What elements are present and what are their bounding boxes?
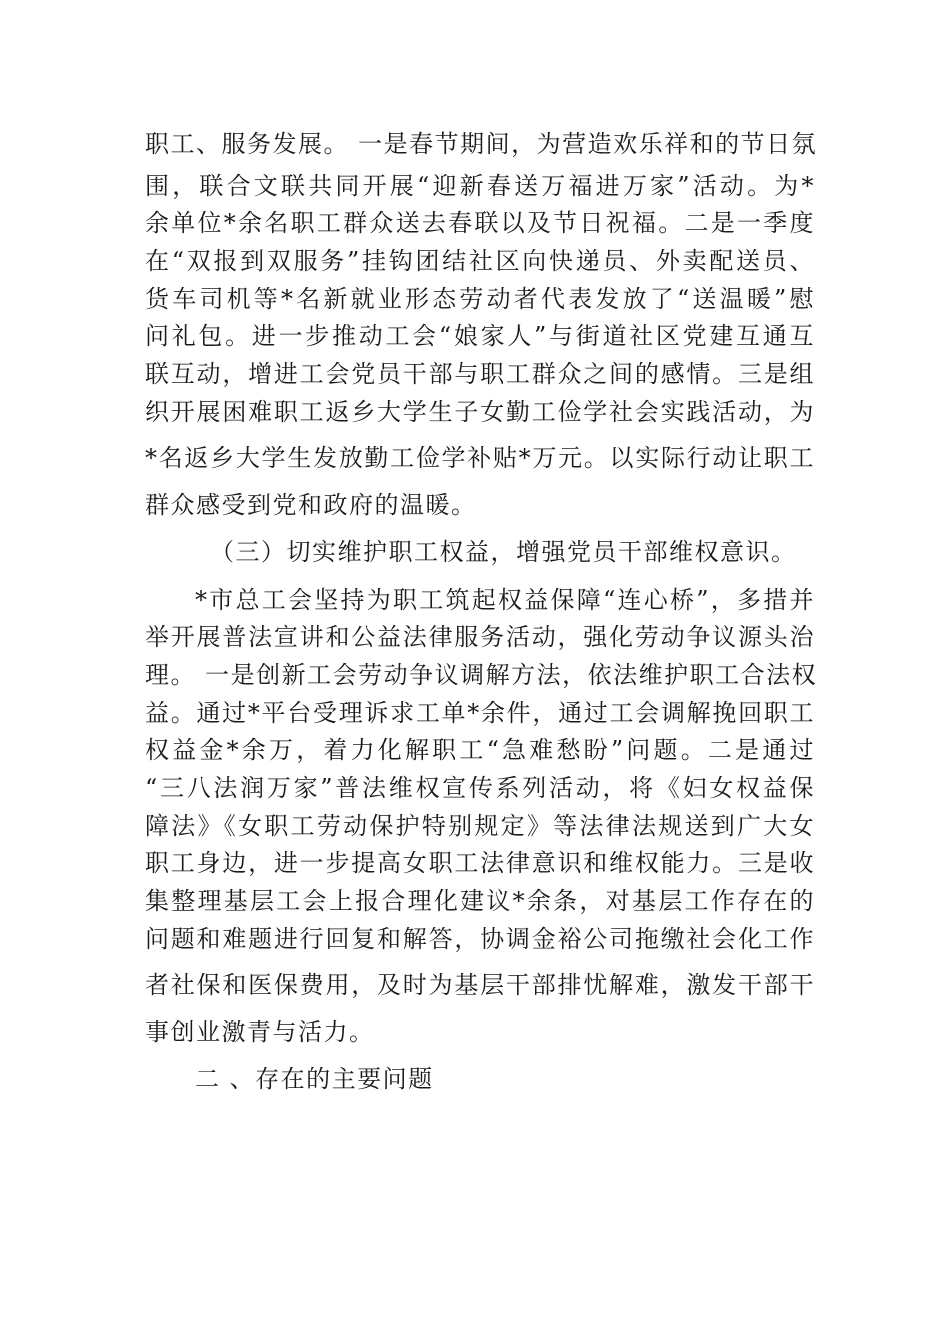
- paragraph-first-line: *市总工会坚持为职工筑起权益保障“连心桥”，多措并: [195, 586, 815, 614]
- text-line: 余单位*余名职工群众送去春联以及节日祝福。二是一季度: [145, 209, 815, 237]
- section-heading: （三）切实维护职工权益，增强党员干部维权意识。: [210, 538, 797, 566]
- text-line: 织开展困难职工返乡大学生子女勤工俭学社会实践活动，为: [145, 398, 815, 426]
- text-line: 联互动，增进工会党员干部与职工群众之间的感情。三是组: [145, 360, 815, 388]
- section-heading: 二 、存在的主要问题: [195, 1065, 434, 1093]
- text-line: 货车司机等*名新就业形态劳动者代表发放了“送温暖”慰: [145, 285, 815, 313]
- text-line: 在“双报到双服务”挂钩团结社区向快递员、外卖配送员、: [145, 247, 815, 275]
- text-line: 权益金*余万，着力化解职工“急难愁盼”问题。二是通过: [145, 736, 815, 764]
- text-line: 问题和难题进行回复和解答，协调金裕公司拖缴社会化工作: [145, 925, 815, 953]
- text-line: 举开展普法宣讲和公益法律服务活动，强化劳动争议源头治: [145, 623, 815, 651]
- text-line: 者社保和医保费用，及时为基层干部排忧解难，激发干部干: [145, 971, 815, 999]
- text-line: 职工、服务发展。 一是春节期间，为营造欢乐祥和的节日氛: [145, 130, 818, 158]
- text-line: 群众感受到党和政府的温暖。: [145, 491, 477, 519]
- text-line: 理。 一是创新工会劳动争议调解方法，依法维护职工合法权: [145, 661, 818, 689]
- text-line: 事创业激青与活力。: [145, 1018, 375, 1046]
- text-line: 问礼包。进一步推动工会“娘家人”与街道社区党建互通互: [145, 322, 815, 350]
- text-line: 围，联合文联共同开展“迎新春送万福进万家”活动。为*: [145, 172, 815, 200]
- text-line: 益。通过*平台受理诉求工单*余件，通过工会调解挽回职工: [145, 699, 815, 727]
- text-line: “三八法润万家”普法维权宣传系列活动，将《妇女权益保: [145, 774, 815, 802]
- text-line: 障法》《女职工劳动保护特别规定》等法律法规送到广大女: [145, 812, 815, 840]
- text-line: *名返乡大学生发放勤工俭学补贴*万元。以实际行动让职工: [145, 444, 815, 472]
- text-line: 集整理基层工会上报合理化建议*余条，对基层工作存在的: [145, 887, 815, 915]
- text-line: 职工身边，进一步提高女职工法律意识和维权能力。三是收: [145, 849, 815, 877]
